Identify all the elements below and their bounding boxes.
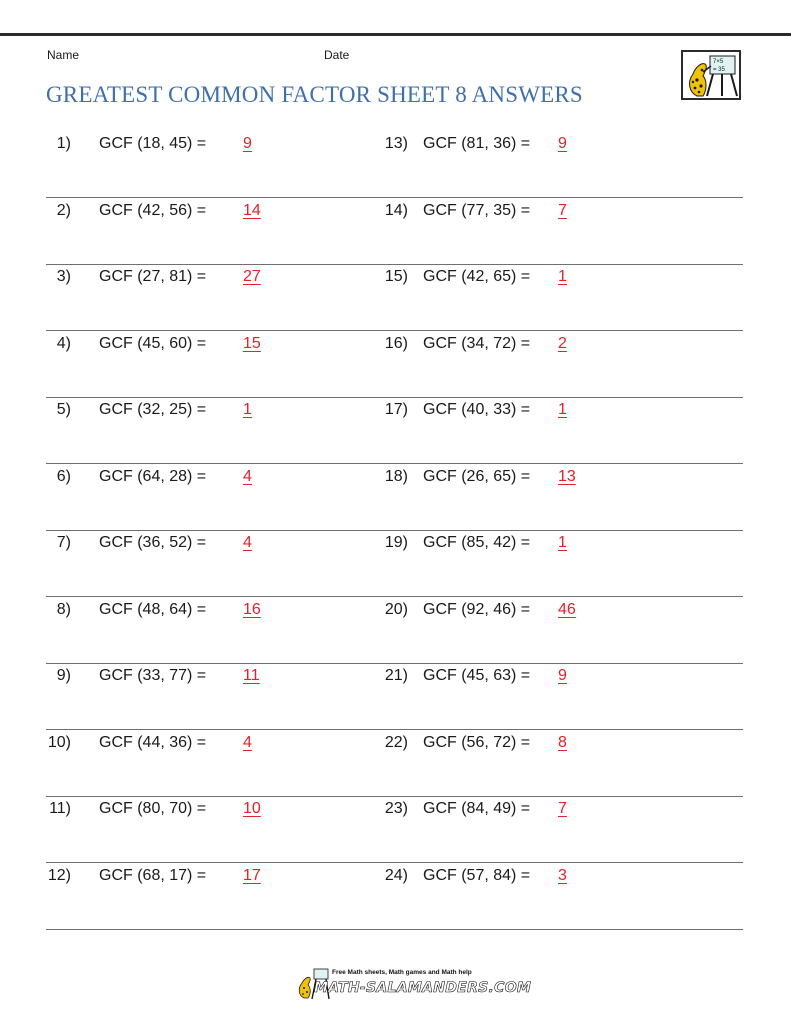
problem-question: GCF (36, 52) = — [99, 534, 207, 551]
problem-answer: 4 — [243, 534, 252, 551]
row-separator — [46, 596, 743, 597]
problem-number: 20) — [384, 601, 408, 618]
problem-question: GCF (33, 77) = — [99, 667, 207, 684]
row-separator — [46, 463, 743, 464]
problem-question: GCF (80, 70) = — [99, 800, 207, 817]
problem-answer: 1 — [243, 401, 252, 418]
problem-question: GCF (57, 84) = — [423, 867, 531, 884]
problem-answer: 9 — [558, 667, 567, 684]
problem-number: 7) — [56, 534, 71, 551]
footer-site: MATH-SALAMANDERS.COM — [314, 980, 532, 996]
problem-question: GCF (45, 63) = — [423, 667, 531, 684]
problem-number: 21) — [384, 667, 408, 684]
row-separator — [46, 264, 743, 265]
row-separator — [46, 397, 743, 398]
problem-question: GCF (81, 36) = — [423, 135, 531, 152]
problem-number: 24) — [384, 867, 408, 884]
problem-question: GCF (26, 65) = — [423, 468, 531, 485]
problem-answer: 4 — [243, 468, 252, 485]
problem-answer: 3 — [558, 867, 567, 884]
problem-question: GCF (68, 17) = — [99, 867, 207, 884]
problem-answer: 14 — [243, 202, 261, 219]
problem-question: GCF (48, 64) = — [99, 601, 207, 618]
problem-number: 4) — [56, 335, 71, 352]
problem-number: 5) — [56, 401, 71, 418]
row-separator — [46, 663, 743, 664]
problem-answer: 9 — [558, 135, 567, 152]
problem-number: 6) — [56, 468, 71, 485]
problem-answer: 11 — [243, 667, 260, 684]
problem-answer: 7 — [558, 800, 567, 817]
svg-text:7×5: 7×5 — [713, 59, 724, 65]
problem-answer: 1 — [558, 268, 567, 285]
row-separator — [46, 197, 743, 198]
problem-question: GCF (42, 65) = — [423, 268, 531, 285]
problem-question: GCF (84, 49) = — [423, 800, 531, 817]
problem-answer: 13 — [558, 468, 576, 485]
problem-number: 10) — [47, 734, 71, 751]
problem-number: 17) — [384, 401, 408, 418]
problem-number: 1) — [56, 135, 71, 152]
problem-question: GCF (27, 81) = — [99, 268, 207, 285]
row-separator — [46, 330, 743, 331]
problem-answer: 17 — [243, 867, 261, 884]
problem-answer: 1 — [558, 401, 567, 418]
problem-question: GCF (34, 72) = — [423, 335, 531, 352]
problem-answer: 15 — [243, 335, 261, 352]
problem-number: 3) — [56, 268, 71, 285]
problem-number: 18) — [384, 468, 408, 485]
problem-number: 19) — [384, 534, 408, 551]
problem-question: GCF (85, 42) = — [423, 534, 531, 551]
problem-answer: 1 — [558, 534, 567, 551]
top-rule — [0, 33, 791, 36]
problem-number: 13) — [384, 135, 408, 152]
problem-number: 14) — [384, 202, 408, 219]
problem-number: 16) — [384, 335, 408, 352]
problem-answer: 46 — [558, 601, 576, 618]
problem-question: GCF (32, 25) = — [99, 401, 207, 418]
row-separator — [46, 530, 743, 531]
row-separator — [46, 929, 743, 930]
problem-question: GCF (56, 72) = — [423, 734, 531, 751]
problem-answer: 9 — [243, 135, 252, 152]
row-separator — [46, 729, 743, 730]
problem-question: GCF (77, 35) = — [423, 202, 531, 219]
problem-answer: 8 — [558, 734, 567, 751]
problem-number: 11) — [49, 800, 71, 817]
problem-answer: 10 — [243, 800, 261, 817]
row-separator — [46, 796, 743, 797]
name-label: Name — [47, 48, 80, 62]
problem-question: GCF (18, 45) = — [99, 135, 207, 152]
problem-number: 12) — [47, 867, 71, 884]
footer-tagline: Free Math sheets, Math games and Math help — [332, 969, 472, 976]
problem-question: GCF (92, 46) = — [423, 601, 531, 618]
problem-number: 2) — [56, 202, 71, 219]
date-label: Date — [324, 48, 350, 62]
svg-text:= 35: = 35 — [713, 67, 725, 73]
problem-answer: 27 — [243, 268, 261, 285]
problem-question: GCF (44, 36) = — [99, 734, 207, 751]
problem-answer: 7 — [558, 202, 567, 219]
problem-answer: 16 — [243, 601, 261, 618]
footer — [296, 968, 532, 1000]
page-title: GREATEST COMMON FACTOR SHEET 8 ANSWERS — [46, 82, 583, 107]
problem-question: GCF (40, 33) = — [423, 401, 531, 418]
problem-number: 15) — [384, 268, 408, 285]
problem-number: 23) — [384, 800, 408, 817]
problem-question: GCF (64, 28) = — [99, 468, 207, 485]
row-separator — [46, 862, 743, 863]
problem-question: GCF (42, 56) = — [99, 202, 207, 219]
problem-question: GCF (45, 60) = — [99, 335, 207, 352]
problem-answer: 2 — [558, 335, 567, 352]
problem-number: 22) — [384, 734, 408, 751]
problem-number: 9) — [56, 667, 71, 684]
salamander-teacher-logo-icon — [681, 50, 741, 100]
problem-answer: 4 — [243, 734, 252, 751]
problem-number: 8) — [56, 601, 71, 618]
